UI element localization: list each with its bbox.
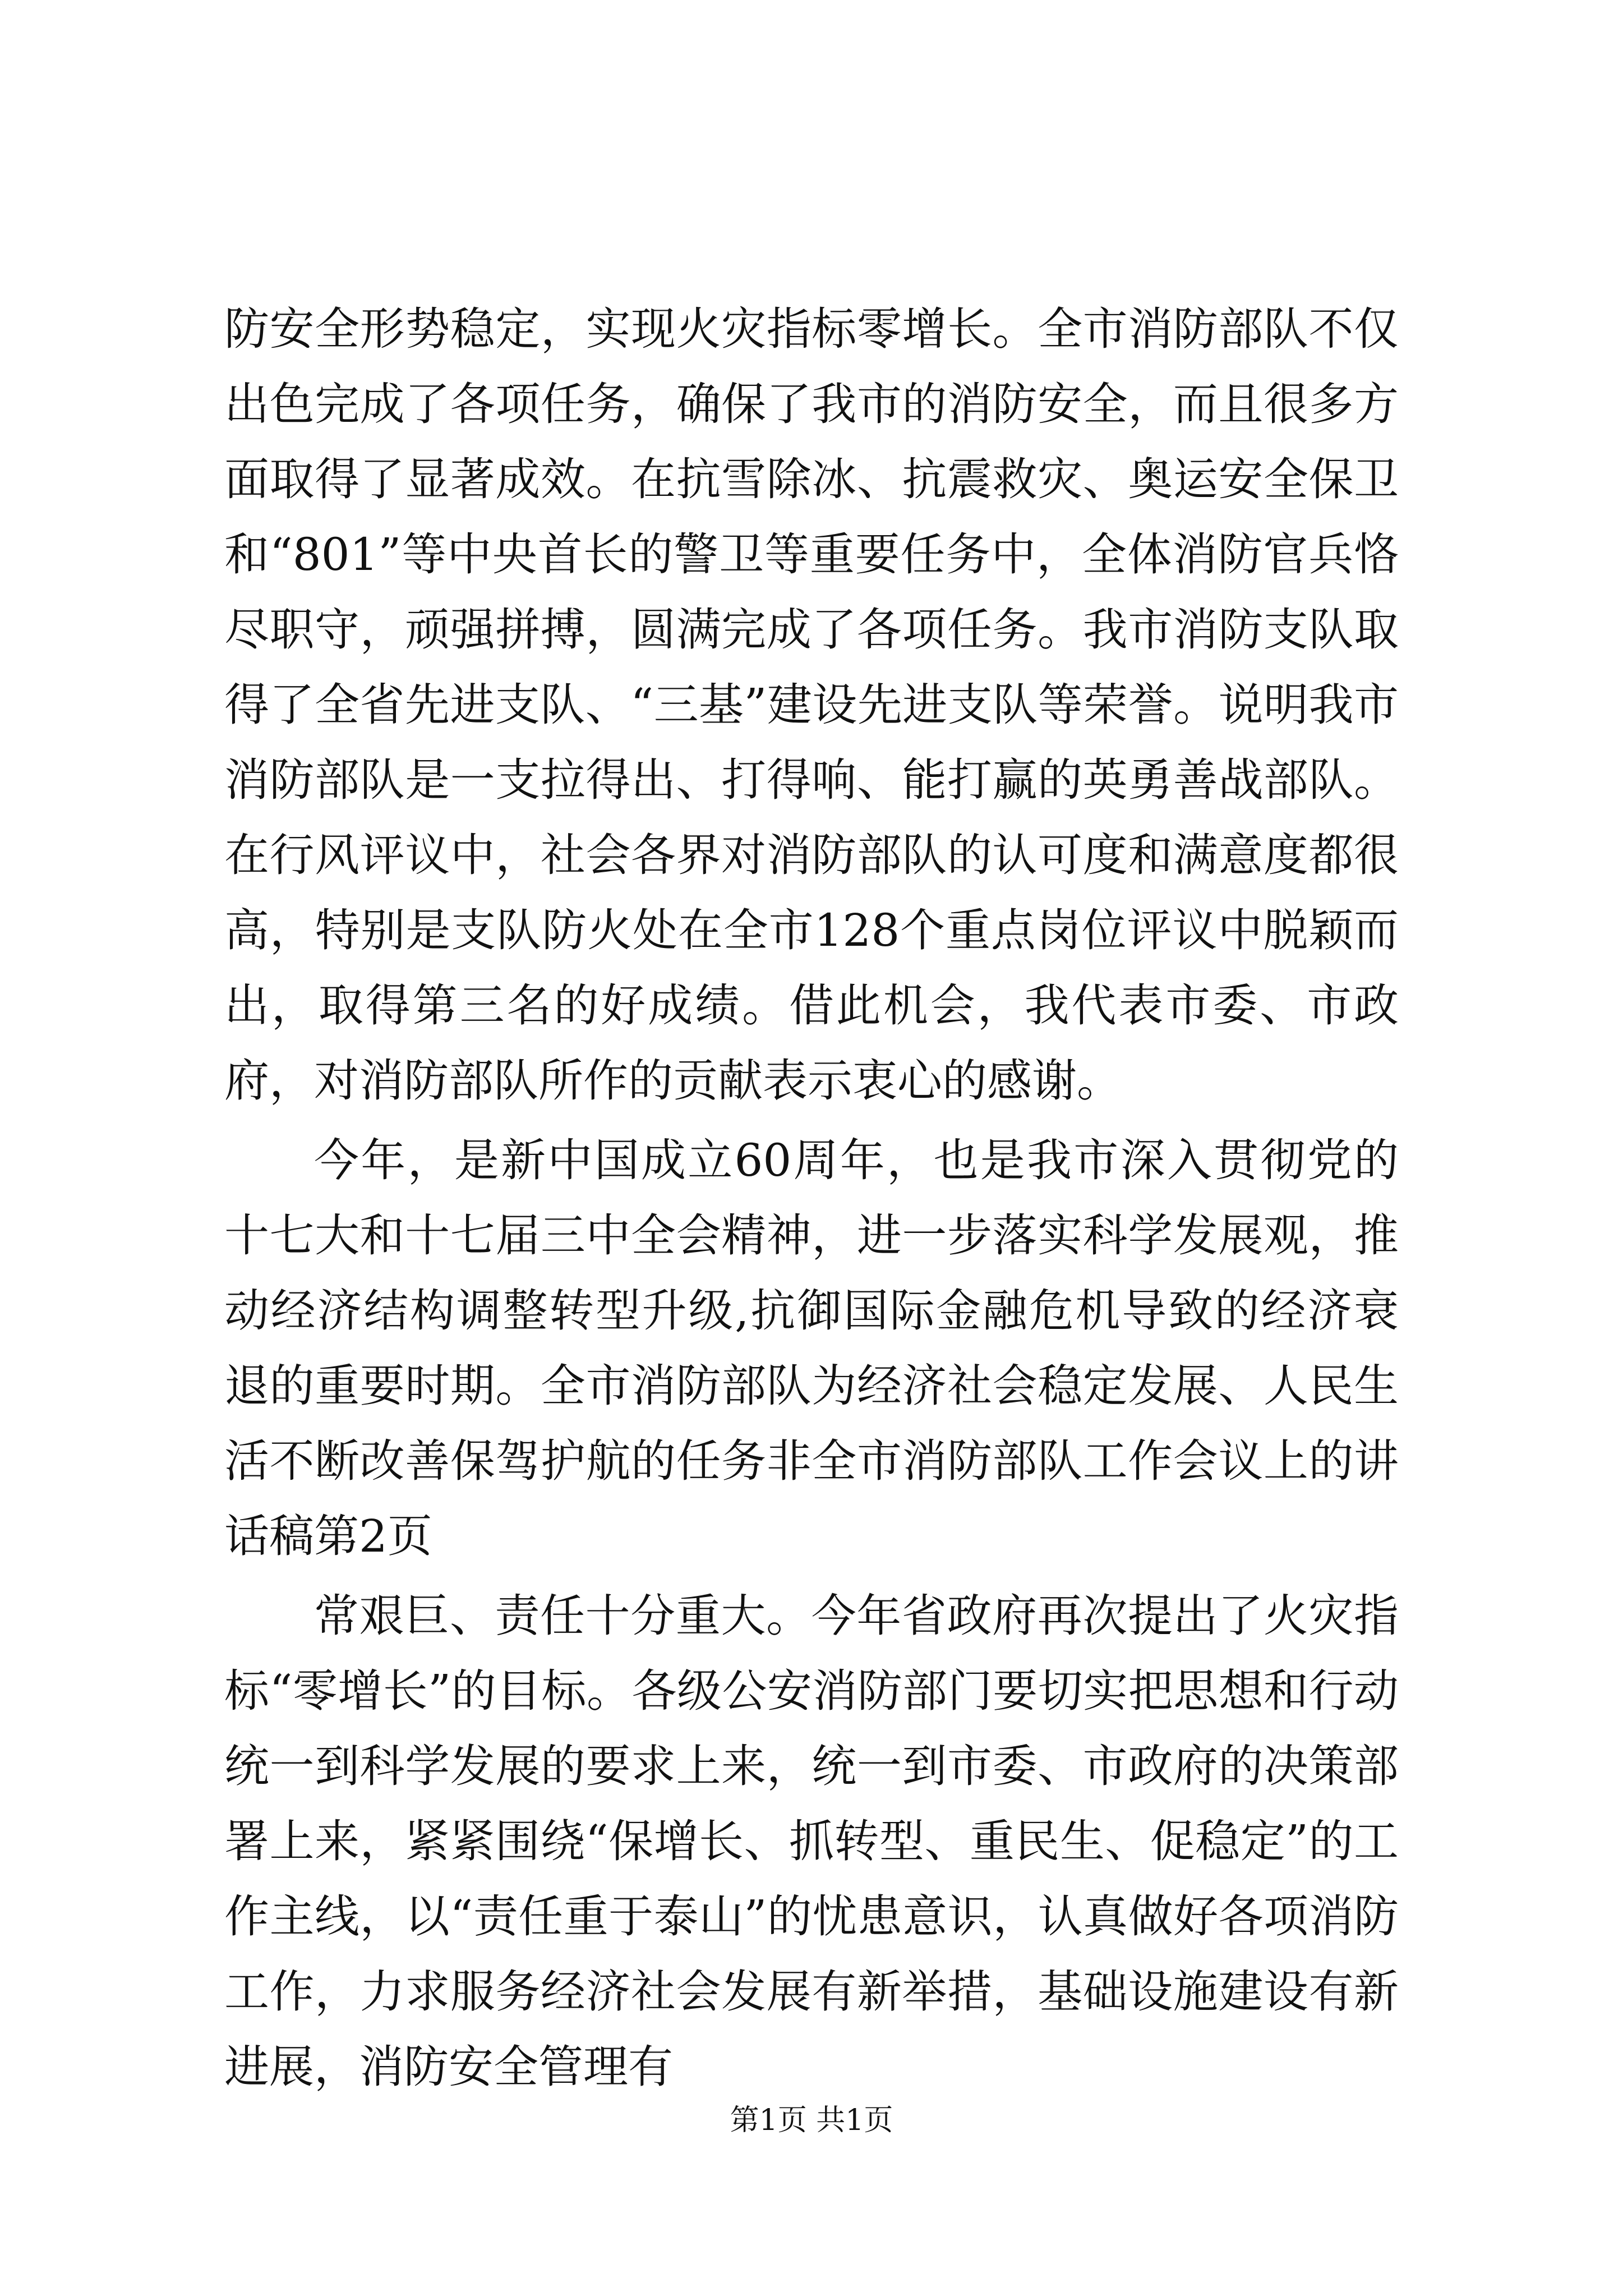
paragraph-3: 常艰巨、责任十分重大。今年省政府再次提出了火灾指标“零增长”的目标。各级公安消防部门要切实把思想和行动统一到科学发展的要求上来，统一到市委、市政府的决策部署上来，紧紧围绕“保增长、抓转型、重民生、促稳定”的工作主线，以“责任重于泰山”的忧患意识，认真做好各项消防工作，力求服务经济社会发展有新举措，基础设施建设有新进展，消防安全管理有	[224, 1590, 1399, 2093]
page-footer: 第1页 共1页	[730, 2104, 893, 2137]
document-body	[224, 292, 1399, 2109]
paragraph-2: 今年，是新中国成立60周年，也是我市深入贯彻党的十七大和十七届三中全会精神，进一步落实科学发展观，推动经济结构调整转型升级,抗御国际金融危机导致的经济衰退的重要时期。全市消防部队为经济社会稳定发展、人民生活不断改善保驾护航的任务非全市消防部队工作会议上的讲话稿第2页	[224, 1134, 1399, 1562]
paragraph-1: 防安全形势稳定，实现火灾指标零增长。全市消防部队不仅出色完成了各项任务，确保了我市的消防安全，而且很多方面取得了显著成效。在抗雪除冰、抗震救灾、奥运安全保卫和“801”等中央首长的警卫等重要任务中，全体消防官兵恪尽职守，顽强拼搏，圆满完成了各项任务。我市消防支队取得了全省先进支队、“三基”建设先进支队等荣誉。说明我市消防部队是一支拉得出、打得响、能打赢的英勇善战部队。在行风评议中，社会各界对消防部队的认可度和满意度都很高，特别是支队防火处在全市128个重点岗位评议中脱颖而出，取得第三名的好成绩。借此机会，我代表市委、市政府，对消防部队所作的贡献表示衷心的感谢。	[224, 303, 1399, 1107]
